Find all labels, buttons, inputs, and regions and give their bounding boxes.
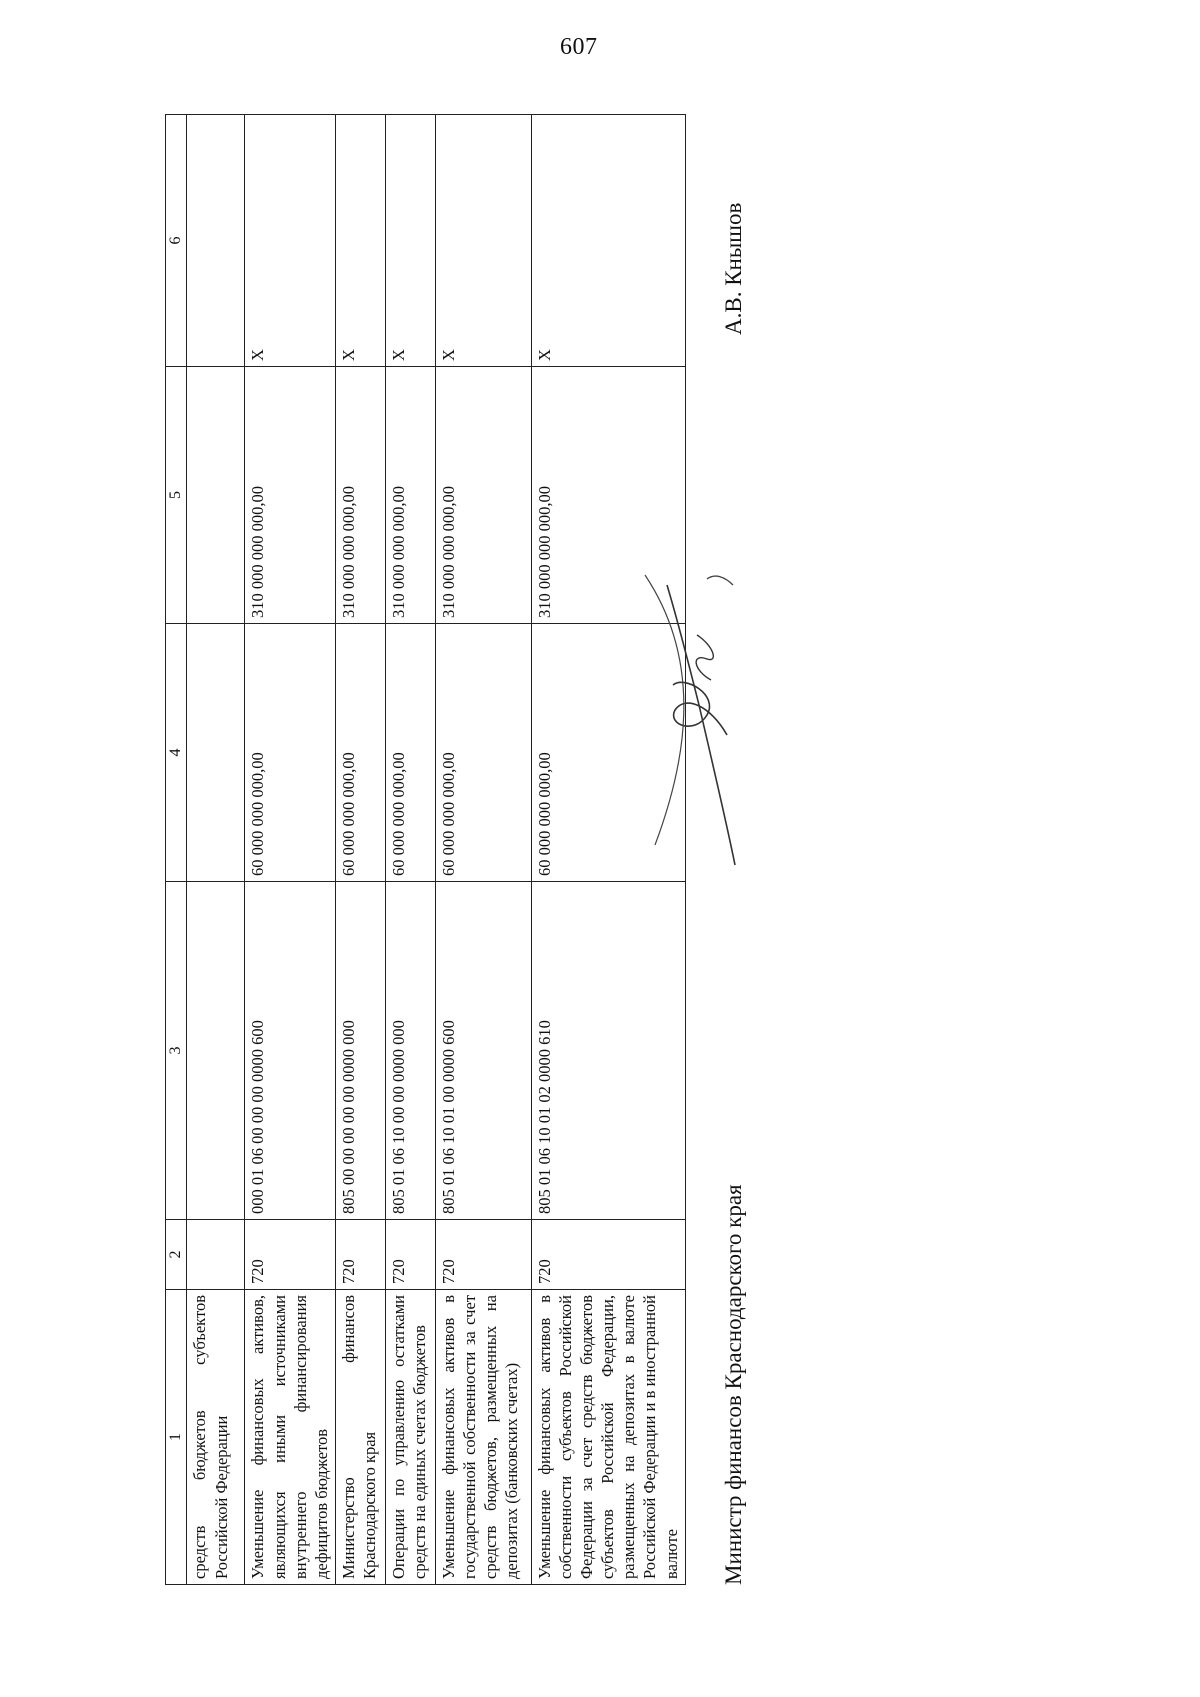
- table-cell: 720: [385, 1220, 435, 1290]
- column-header: 1: [166, 1290, 187, 1585]
- table-cell: [187, 882, 245, 1220]
- table-cell: 60 000 000 000,00: [531, 624, 685, 882]
- table-cell: 310 000 000 000,00: [245, 367, 335, 624]
- table-cell: 60 000 000 000,00: [385, 624, 435, 882]
- table-cell: Операции по управлению остатками средств на единых счетах бюджетов: [385, 1290, 435, 1585]
- table-cell: 805 01 06 10 00 00 0000 000: [385, 882, 435, 1220]
- table-cell: 805 01 06 10 01 02 0000 610: [531, 882, 685, 1220]
- table-cell: [187, 1220, 245, 1290]
- column-header: 3: [166, 882, 187, 1220]
- table-row: [245, 115, 335, 1585]
- table-cell: 720: [435, 1220, 531, 1290]
- table-header-row: [166, 115, 187, 1585]
- table-row: [435, 115, 531, 1585]
- table-cell: 310 000 000 000,00: [435, 367, 531, 624]
- table-cell: 310 000 000 000,00: [531, 367, 685, 624]
- column-header: 2: [166, 1220, 187, 1290]
- table-cell: 720: [531, 1220, 685, 1290]
- table-cell: средств бюджетов субъектов Российской Федерации: [187, 1290, 245, 1585]
- table-cell: 310 000 000 000,00: [385, 367, 435, 624]
- table-cell: Министерство финансов Краснодарского края: [335, 1290, 385, 1585]
- table-row: [335, 115, 385, 1585]
- signer-title: Министр финансов Краснодарского края: [721, 1184, 746, 1585]
- table-cell: 720: [335, 1220, 385, 1290]
- table-cell: [187, 367, 245, 624]
- table-cell: 60 000 000 000,00: [335, 624, 385, 882]
- table-cell: X: [435, 115, 531, 367]
- table-cell: 60 000 000 000,00: [245, 624, 335, 882]
- table-cell: Уменьшение финансовых активов в собственности субъектов Российской Федерации за счет средств бюджетов субъектов Российской Федерации, размещенных на депозитах в валюте Российской Федерации и в иностранной валюте: [531, 1290, 685, 1585]
- table-cell: 805 00 00 00 00 00 0000 000: [335, 882, 385, 1220]
- column-header: 5: [166, 367, 187, 624]
- table-cell: 805 01 06 10 01 00 0000 600: [435, 882, 531, 1220]
- signer-name: А.В. Кнышов: [721, 202, 746, 335]
- table-cell: X: [245, 115, 335, 367]
- table-cell: 60 000 000 000,00: [435, 624, 531, 882]
- table-row: [385, 115, 435, 1585]
- table-row: [187, 115, 245, 1585]
- column-header: 6: [166, 115, 187, 367]
- table-cell: X: [531, 115, 685, 367]
- table-cell: [187, 624, 245, 882]
- page-number: 607: [560, 34, 598, 60]
- handwritten-signature: [615, 565, 755, 885]
- table-cell: 720: [245, 1220, 335, 1290]
- table-cell: 000 01 06 00 00 00 0000 600: [245, 882, 335, 1220]
- table-cell: X: [385, 115, 435, 367]
- budget-table: [165, 114, 686, 1585]
- table-cell: 310 000 000 000,00: [335, 367, 385, 624]
- table-cell: Уменьшение финансовых активов в государственной собственности за счет средств бюджетов, размещенных на депозитах (банковских счетах): [435, 1290, 531, 1585]
- rotated-content: [165, 115, 746, 1585]
- column-header: 4: [166, 624, 187, 882]
- table-cell: [187, 115, 245, 367]
- table-cell: X: [335, 115, 385, 367]
- table-cell: Уменьшение финансовых активов, являющихся иными источниками внутреннего финансирования дефицитов бюджетов: [245, 1290, 335, 1585]
